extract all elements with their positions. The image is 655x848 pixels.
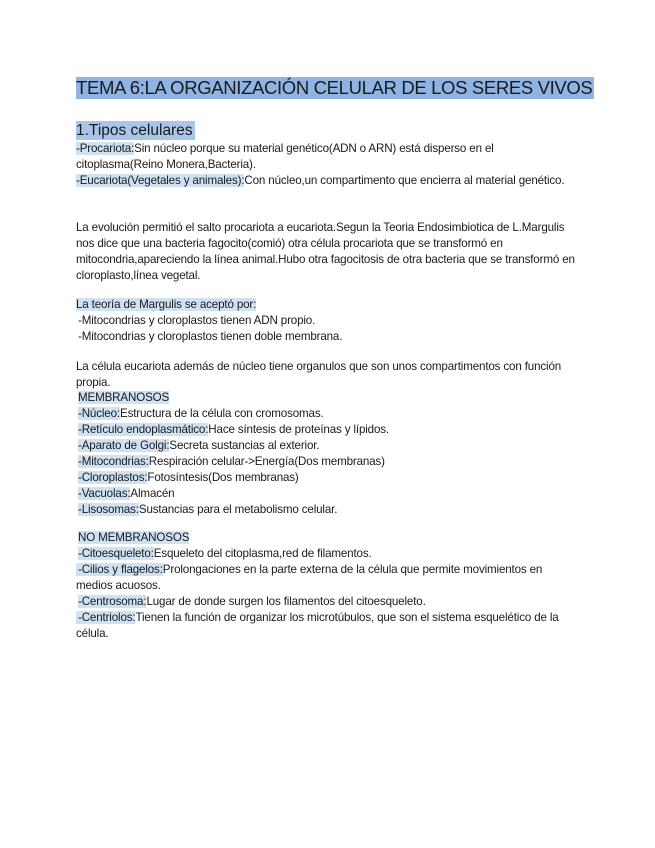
evolution-block <box>76 220 576 284</box>
term-definition: Tienen la función de organizar los microtúbulos, que son el sistema esquelético de la célula. <box>76 611 559 640</box>
term-definition: Sin núcleo porque su material genético(ADN o ARN) está disperso en el citoplasma(Reino Monera,Bacteria). <box>76 142 494 171</box>
term-definition: Prolongaciones en la parte externa de la célula que permite movimientos en medios acuosos. <box>76 563 543 592</box>
membranosos-heading: MEMBRANOSOS <box>78 391 170 404</box>
list-item <box>76 438 576 454</box>
section-heading: 1.Tipos celulares <box>76 122 193 139</box>
term-definition: Con núcleo,un compartimento que encierra al material genético. <box>244 174 565 187</box>
term-definition: Sustancias para el metabolismo celular. <box>138 503 338 516</box>
evolution-paragraph: La evolución permitió el salto procariota a eucariota.Segun la Teoria Endosimbiotica de L.Margulis nos dice que una bacteria fagocito(comió) otra célula procariota que se transformó en mitocondria,apareciendo la línea animal.Hubo otra fagocitosis de otra bacteria que se transformó en cloroplasto,línea vegetal. <box>76 221 575 282</box>
term-definition: Hace síntesis de proteínas y lípidos. <box>208 423 389 436</box>
margulis-block <box>76 297 576 345</box>
term-label: -Aparato de Golgi: <box>78 439 170 452</box>
term-label: -Citoesqueleto: <box>78 547 154 560</box>
margulis-heading: La teoría de Margulis se aceptó por: <box>76 298 257 311</box>
organelles-intro-block <box>76 359 576 391</box>
membranosos-block <box>76 390 576 518</box>
list-item <box>76 594 576 610</box>
term-definition: Fotosíntesis(Dos membranas) <box>147 471 299 484</box>
term-definition: Respiración celular->Energía(Dos membranas) <box>148 455 385 468</box>
list-item <box>76 562 576 594</box>
term-label: -Eucariota(Vegetales y animales): <box>76 174 245 187</box>
term-label: -Retículo endoplasmático: <box>78 423 209 436</box>
list-item <box>76 454 576 470</box>
list-item <box>76 546 576 562</box>
list-item <box>76 610 576 642</box>
term-definition: Lugar de donde surgen los filamentos del citoesqueleto. <box>146 595 426 608</box>
term-label: -Lisosomas: <box>78 503 139 516</box>
term-label: -Vacuolas: <box>78 487 131 500</box>
term-label: -Núcleo: <box>78 407 120 420</box>
cell-types-block <box>76 141 576 189</box>
organelles-intro: La célula eucariota además de núcleo tiene organulos que son unos compartimentos con función propia. <box>76 360 562 389</box>
term-label: -Centriolos: <box>78 611 136 624</box>
term-definition: Estructura de la célula con cromosomas. <box>119 407 324 420</box>
term-definition: Secreta sustancias al exterior. <box>169 439 320 452</box>
term-definition: Almacén <box>130 487 175 500</box>
list-item <box>76 406 576 422</box>
list-item <box>76 502 576 518</box>
term-label: -Cloroplastos: <box>78 471 148 484</box>
term-definition: Esqueleto del citoplasma,red de filamentos. <box>153 547 372 560</box>
term-label: -Centrosoma: <box>78 595 147 608</box>
term-label: -Mitocondrias: <box>78 455 149 468</box>
no-membranosos-block <box>76 530 576 642</box>
no-membranosos-heading: NO MEMBRANOSOS <box>78 531 190 544</box>
list-item: -Mitocondrias y cloroplastos tienen ADN propio. <box>78 314 316 327</box>
list-item <box>76 486 576 502</box>
term-label: -Cilios y flagelos: <box>78 563 163 576</box>
cell-type-procariota <box>76 141 576 173</box>
list-item <box>76 422 576 438</box>
list-item: -Mitocondrias y cloroplastos tienen doble membrana. <box>78 330 343 343</box>
list-item <box>76 470 576 486</box>
document-title: TEMA 6:LA ORGANIZACIÓN CELULAR DE LOS SERES VIVOS <box>76 77 593 98</box>
cell-type-eucariota <box>76 173 576 189</box>
term-label: -Procariota: <box>76 142 135 155</box>
